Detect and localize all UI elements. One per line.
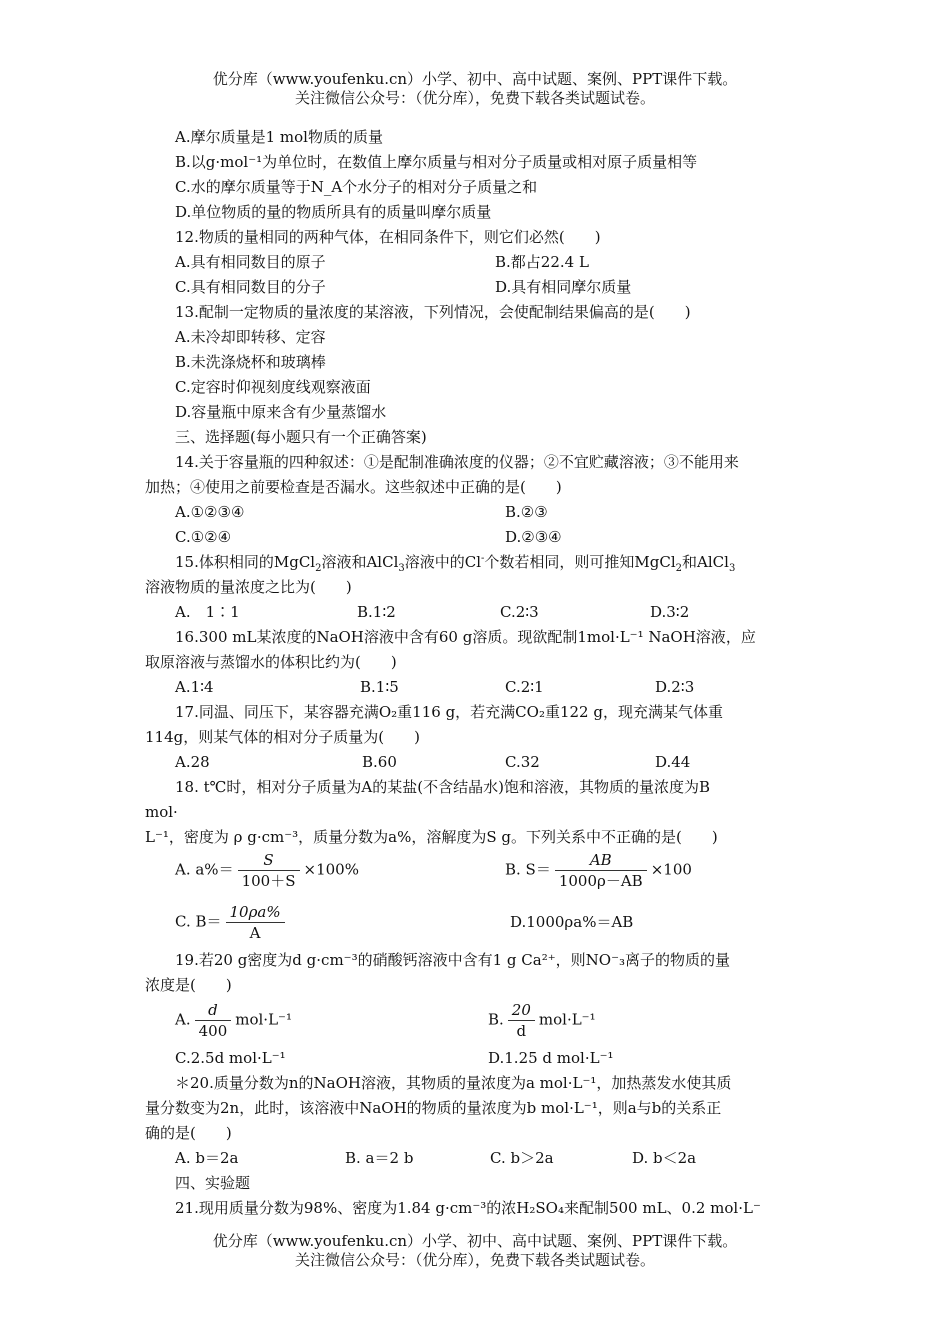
q14-stem-1: 14.关于容量瓶的四种叙述：①是配制准确浓度的仪器；②不宜贮藏溶液；③不能用来 xyxy=(175,453,739,471)
q13-option-c: C.定容时仰视刻度线观察液面 xyxy=(175,378,371,396)
q18-option-d: D.1000ρa%＝AB xyxy=(510,913,634,931)
q16-option-d: D.2∶3 xyxy=(655,678,695,696)
q20-option-d: D. b＜2a xyxy=(632,1149,697,1167)
q14-option-c: C.①②④ xyxy=(175,528,232,546)
q16-stem-2: 取原溶液与蒸馏水的体积比约为( ) xyxy=(145,653,397,671)
q20-option-b: B. a＝2 b xyxy=(345,1149,414,1167)
q20-stem-3: 确的是( ) xyxy=(145,1124,232,1142)
section-3-heading: 三、选择题(每小题只有一个正确答案) xyxy=(175,428,427,446)
q17-option-c: C.32 xyxy=(505,753,540,771)
q11-option-b: B.以g·mol⁻¹为单位时，在数值上摩尔质量与相对分子质量或相对原子质量相等 xyxy=(175,153,698,171)
q17-stem-2: 114g，则某气体的相对分子质量为( ) xyxy=(145,728,420,746)
q18-option-c: C. B＝ $\frac{10\rho a\%}{A}$ xyxy=(175,902,289,943)
header-line-2: 关注微信公众号：（优分库），免费下载各类试题试卷。 xyxy=(294,89,655,107)
q12-option-b: B.都占22.4 L xyxy=(495,253,589,271)
q15-option-c: C.2∶3 xyxy=(500,603,539,621)
header-line-1: 优分库（www.youfenku.cn）小学、初中、高中试题、案例、PPT课件下载。 xyxy=(212,70,738,88)
q19-option-d: D.1.25 d mol·L⁻¹ xyxy=(488,1049,614,1067)
q14-stem-2: 加热；④使用之前要检查是否漏水。这些叙述中正确的是( ) xyxy=(145,478,562,496)
footer-line-2: 关注微信公众号：（优分库），免费下载各类试题试卷。 xyxy=(294,1251,655,1269)
q17-option-a: A.28 xyxy=(175,753,210,771)
q18-stem-1: 18. t℃时，相对分子质量为A的某盐(不含结晶水)饱和溶液，其物质的量浓度为B xyxy=(175,778,710,796)
q19-option-b: B. $\frac{20}{d}$ mol·L⁻¹ xyxy=(488,1001,596,1040)
q19-stem-2: 浓度是( ) xyxy=(145,976,232,994)
q16-stem-1: 16.300 mL某浓度的NaOH溶液中含有60 g溶质。现欲配制1mol·L⁻¹ NaOH溶液，应 xyxy=(175,628,756,646)
q15-option-b: B.1∶2 xyxy=(357,603,396,621)
q13-stem: 13.配制一定物质的量浓度的某溶液，下列情况，会使配制结果偏高的是( ) xyxy=(175,303,691,321)
q16-option-b: B.1∶5 xyxy=(360,678,399,696)
q13-option-b: B.未洗涤烧杯和玻璃棒 xyxy=(175,353,326,371)
q18-stem-2: mol· xyxy=(145,803,178,821)
q12-option-c: C.具有相同数目的分子 xyxy=(175,278,326,296)
q17-option-d: D.44 xyxy=(655,753,691,771)
q18-stem-3: L⁻¹，密度为 ρ g·cm⁻³，质量分数为a%，溶解度为S g。下列关系中不正确的是( ) xyxy=(145,828,718,846)
q14-option-d: D.②③④ xyxy=(505,528,562,546)
q17-stem-1: 17.同温、同压下，某容器充满O₂重116 g，若充满CO₂重122 g，现充满某气体重 xyxy=(175,703,723,721)
q11-option-d: D.单位物质的量的物质所具有的质量叫摩尔质量 xyxy=(175,203,492,221)
q15-stem-1: 15.体积相同的MgCl$_2$溶液和AlCl$_3$溶液中的Cl-个数若相同，则可推知MgCl$_2$和AlCl$_3$ xyxy=(175,553,736,574)
q12-option-a: A.具有相同数目的原子 xyxy=(175,253,326,271)
q20-stem-2: 量分数变为2n，此时，该溶液中NaOH的物质的量浓度为b mol·L⁻¹，则a与b的关系正 xyxy=(145,1099,722,1117)
q20-option-a: A. b＝2a xyxy=(175,1149,239,1167)
footer-line-1: 优分库（www.youfenku.cn）小学、初中、高中试题、案例、PPT课件下载。 xyxy=(212,1232,738,1250)
q19-option-c: C.2.5d mol·L⁻¹ xyxy=(175,1049,286,1067)
q16-option-a: A.1∶4 xyxy=(175,678,214,696)
q20-option-c: C. b＞2a xyxy=(490,1149,554,1167)
q11-option-a: A.摩尔质量是1 mol物质的质量 xyxy=(175,128,383,146)
q15-option-d: D.3∶2 xyxy=(650,603,690,621)
q19-stem-1: 19.若20 g密度为d g·cm⁻³的硝酸钙溶液中含有1 g Ca²⁺，则NO⁻₃离子的物质的量 xyxy=(175,951,730,969)
q16-option-c: C.2∶1 xyxy=(505,678,544,696)
q19-option-a: A. $\frac{d}{400}$ mol·L⁻¹ xyxy=(175,1001,292,1040)
q21-stem-1: 21.现用质量分数为98%、密度为1.84 g·cm⁻³的浓H₂SO₄来配制500 mL、0.2 mol·L⁻ xyxy=(175,1199,761,1217)
q14-option-b: B.②③ xyxy=(505,503,548,521)
q12-option-d: D.具有相同摩尔质量 xyxy=(495,278,632,296)
q17-option-b: B.60 xyxy=(362,753,397,771)
q14-option-a: A.①②③④ xyxy=(175,503,245,521)
q18-option-a: A. a%＝ $\frac{S}{100+S}$ ×100% xyxy=(175,851,359,890)
section-4-heading: 四、实验题 xyxy=(175,1174,251,1192)
q13-option-a: A.未冷却即转移、定容 xyxy=(175,328,326,346)
q15-stem-2: 溶液物质的量浓度之比为( ) xyxy=(145,578,352,596)
q18-option-b: B. S＝ $\frac{AB}{1000\rho-AB}$ ×100 xyxy=(505,851,692,890)
q11-option-c: C.水的摩尔质量等于N_A个水分子的相对分子质量之和 xyxy=(175,178,538,196)
q12-stem: 12.物质的量相同的两种气体，在相同条件下，则它们必然( ) xyxy=(175,228,601,246)
q20-stem-1: ＊20.质量分数为n的NaOH溶液，其物质的量浓度为a mol·L⁻¹，加热蒸发水使其质 xyxy=(175,1074,732,1092)
q13-option-d: D.容量瓶中原来含有少量蒸馏水 xyxy=(175,403,387,421)
q15-option-a: A. 1∶1 xyxy=(175,603,240,621)
